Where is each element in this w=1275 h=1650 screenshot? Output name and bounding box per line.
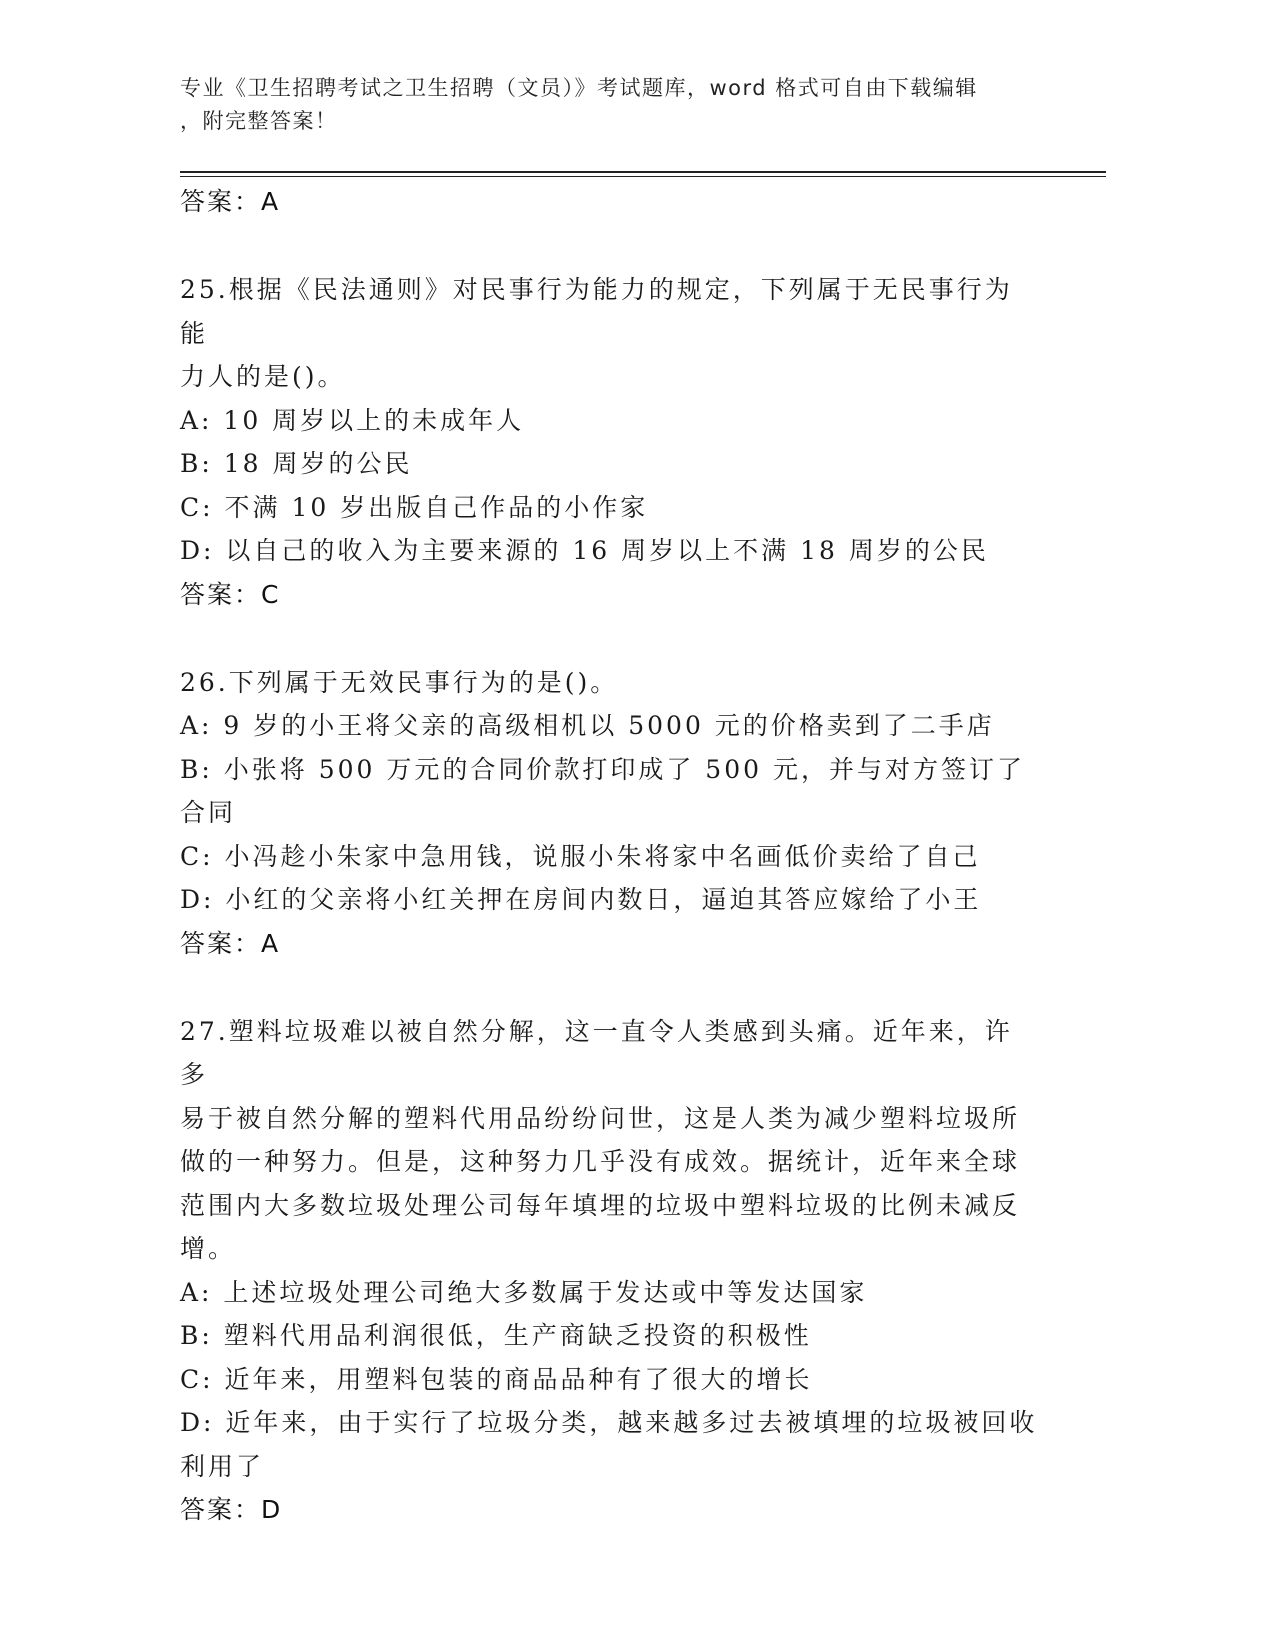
question-26 [180,661,1040,966]
option-d: D: 小红的父亲将小红关押在房间内数日，逼迫其答应嫁给了小王 [180,885,982,914]
option-b: B: 18 周岁的公民 [180,449,413,478]
option-c: C: 不满 10 岁出版自己作品的小作家 [180,492,649,522]
question-text-line: 26.下列属于无效民事行为的是()。 [180,667,619,697]
option-a: A: 9 岁的小王将父亲的高级相机以 5000 元的价格卖到了二手店 [180,711,995,740]
spacer [180,617,1040,661]
spacer [180,966,1040,1010]
question-text-line: 范围内大多数垃圾处理公司每年填埋的垃圾中塑料垃圾的比例未减反 [180,1190,1021,1220]
question-text-line: 27.塑料垃圾难以被自然分解，这一直令人类感到头痛。近年来，许多 [180,1016,1013,1089]
option-c: C: 近年来，用塑料包装的商品品种有了很大的增长 [180,1364,813,1394]
answer-25: 答案：C [180,579,281,609]
question-25 [180,268,1040,617]
question-text-line: 做的一种努力。但是，这种努力几乎没有成效。据统计，近年来全球 [180,1147,1021,1176]
header-rule-thick [180,171,1106,173]
header-line-1: 专业《卫生招聘考试之卫生招聘（文员）》考试题库，word 格式可自由下载编辑 [180,76,978,100]
question-27 [180,1010,1040,1533]
option-b: B: 小张将 500 万元的合同价款打印成了 500 元，并与对方签订了合同 [180,754,1025,827]
option-d: D: 近年来，由于实行了垃圾分类，越来越多过去被填埋的垃圾被回收 利用了 [180,1408,1038,1481]
header-line-2: ，附完整答案！ [180,109,338,133]
answer-26: 答案：A [180,928,281,958]
option-b: B: 塑料代用品利润很低，生产商缺乏投资的积极性 [180,1321,812,1350]
question-text-line: 易于被自然分解的塑料代用品纷纷问世，这是人类为减少塑料垃圾所 [180,1103,1021,1133]
question-text-line: 增。 [180,1234,237,1263]
option-a: A: 上述垃圾处理公司绝大多数属于发达或中等发达国家 [180,1277,868,1307]
option-d: D: 以自己的收入为主要来源的 16 周岁以上不满 18 周岁的公民 [180,536,989,565]
header-rule-thin [180,176,1106,177]
spacer [180,224,1040,268]
answer-27: 答案：D [180,1495,283,1524]
question-text-line: 25.根据《民法通则》对民事行为能力的规定，下列属于无民事行为能 [180,275,1013,348]
question-text-line: 力人的是()。 [180,362,346,391]
previous-answer: 答案：A [180,187,281,216]
option-c: C: 小冯趁小朱家中急用钱，说服小朱将家中名画低价卖给了自己 [180,841,981,871]
option-a: A: 10 周岁以上的未成年人 [180,405,525,435]
document-header [180,72,1060,138]
question-list [180,180,1040,1532]
